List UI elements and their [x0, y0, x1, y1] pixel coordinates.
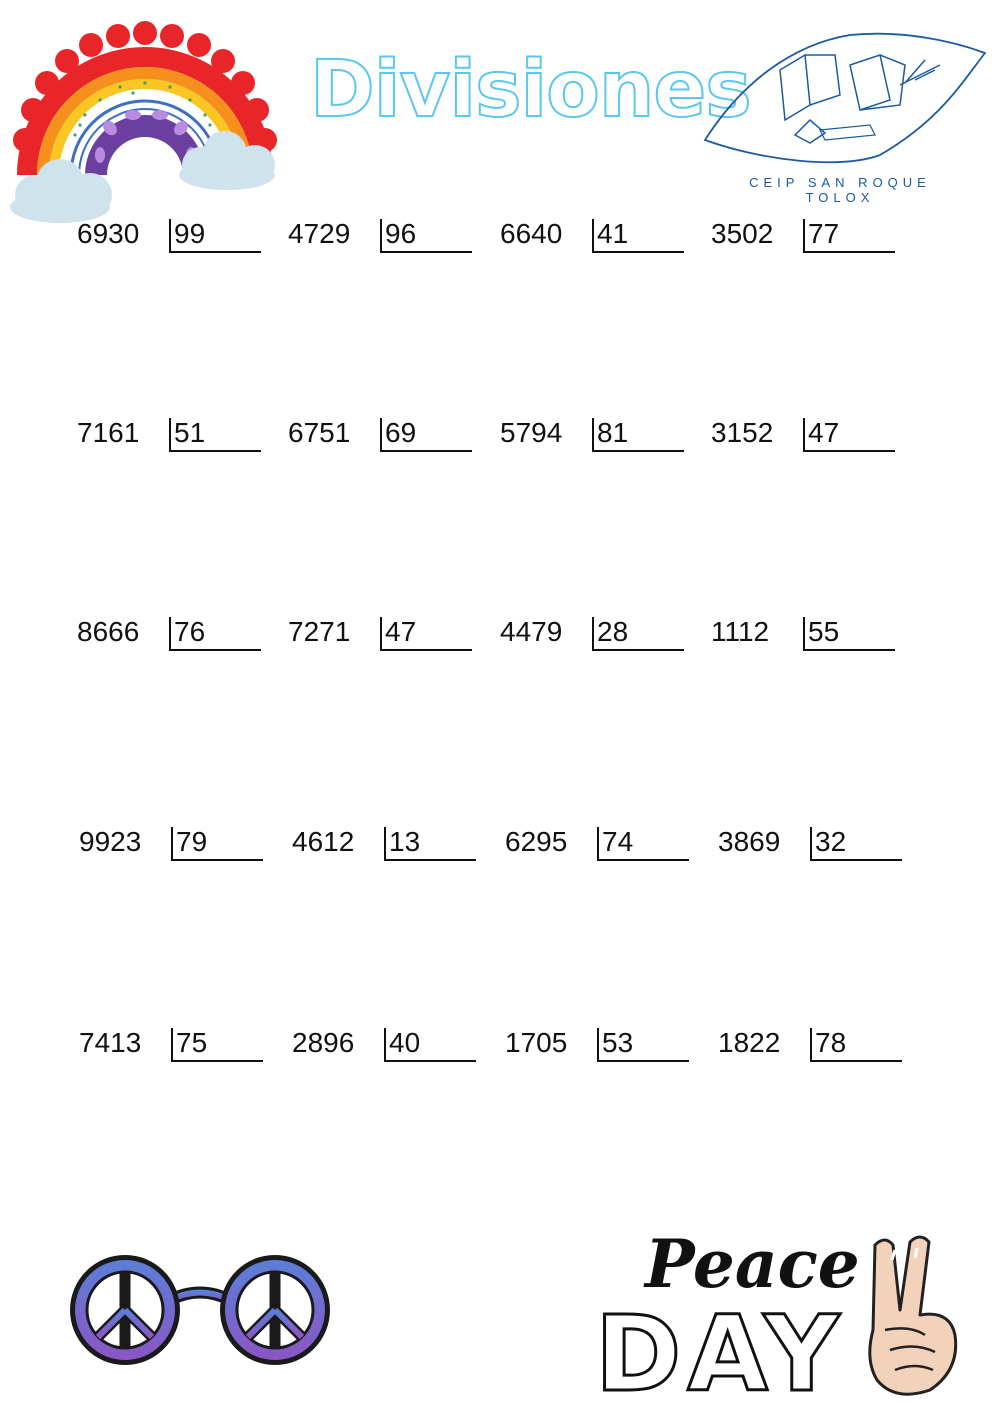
division-problem: [77, 217, 267, 251]
division-problem: [711, 416, 901, 450]
division-problem: [718, 1026, 908, 1060]
division-problem: [79, 825, 269, 859]
divisor: 81: [597, 417, 629, 448]
peace-hand-icon: [855, 1230, 965, 1405]
divisor: 74: [602, 826, 634, 857]
dividend: 1705: [505, 1027, 568, 1058]
dividend: 6930: [77, 218, 140, 249]
divisor-bracket[interactable]: [380, 418, 472, 452]
dividend: 6751: [288, 417, 351, 448]
division-problem: [77, 615, 267, 649]
divisor-bracket[interactable]: [171, 827, 263, 861]
divisor-bracket[interactable]: [597, 827, 689, 861]
divisor-bracket[interactable]: [169, 219, 261, 253]
divisor-bracket[interactable]: [592, 617, 684, 651]
divisor: 76: [174, 616, 206, 647]
divisor: 69: [385, 417, 417, 448]
divisor-bracket[interactable]: [380, 617, 472, 651]
divisor: 79: [176, 826, 208, 857]
divisor-bracket[interactable]: [597, 1028, 689, 1062]
page-title: Divisiones: [310, 45, 751, 135]
divisor-bracket[interactable]: [384, 827, 476, 861]
logo-town-name: TOLOX: [805, 190, 875, 205]
divisor: 13: [389, 826, 421, 857]
divisor: 53: [602, 1027, 634, 1058]
dividend: 4612: [292, 826, 355, 857]
dividend: 7161: [77, 417, 140, 448]
peace-glasses-icon: [60, 1250, 340, 1375]
division-problem: [711, 217, 901, 251]
school-book-logo: [700, 25, 990, 175]
dividend: 6295: [505, 826, 568, 857]
division-problem: [292, 825, 482, 859]
dividend: 7271: [288, 616, 351, 647]
divisor-bracket[interactable]: [169, 617, 261, 651]
dividend: 2896: [292, 1027, 355, 1058]
division-problem: [711, 615, 901, 649]
logo-school-name: CEIP SAN ROQUE: [749, 175, 931, 190]
division-problem: [500, 217, 690, 251]
dividend: 3152: [711, 417, 774, 448]
dividend: 3869: [718, 826, 781, 857]
dividend: 1112: [711, 616, 770, 647]
divisor-bracket[interactable]: [380, 219, 472, 253]
dividend: 9923: [79, 826, 142, 857]
divisor: 41: [597, 218, 629, 249]
peace-word: Peace: [645, 1225, 860, 1303]
divisor: 77: [808, 218, 840, 249]
divisor-bracket[interactable]: [592, 219, 684, 253]
division-problem: [718, 825, 908, 859]
dividend: 8666: [77, 616, 140, 647]
school-logo: [700, 25, 990, 215]
division-problem: [79, 1026, 269, 1060]
dividend: 6640: [500, 218, 563, 249]
dividend: 1822: [718, 1027, 781, 1058]
divisor: 75: [176, 1027, 208, 1058]
dividend: 5794: [500, 417, 563, 448]
division-problem: [500, 615, 690, 649]
divisor-bracket[interactable]: [810, 827, 902, 861]
divisor: 78: [815, 1027, 847, 1058]
divisor: 40: [389, 1027, 421, 1058]
divisor: 51: [174, 417, 206, 448]
divisor-bracket[interactable]: [803, 219, 895, 253]
division-problem: [505, 1026, 695, 1060]
divisor-bracket[interactable]: [803, 418, 895, 452]
division-problem: [288, 416, 478, 450]
divisor-bracket[interactable]: [384, 1028, 476, 1062]
divisor: 55: [808, 616, 840, 647]
division-problem: [505, 825, 695, 859]
dividend: 4479: [500, 616, 563, 647]
divisor: 99: [174, 218, 206, 249]
divisor-bracket[interactable]: [810, 1028, 902, 1062]
division-problem: [288, 217, 478, 251]
division-problem: [77, 416, 267, 450]
divisor: 28: [597, 616, 629, 647]
rainbow-icon: [5, 15, 290, 235]
divisor: 96: [385, 218, 417, 249]
divisor-bracket[interactable]: [803, 617, 895, 651]
division-problem: [500, 416, 690, 450]
peace-day-sticker: [590, 1225, 980, 1415]
divisor-bracket[interactable]: [171, 1028, 263, 1062]
day-word: DAY: [595, 1293, 846, 1415]
dividend: 3502: [711, 218, 774, 249]
divisor: 47: [808, 417, 840, 448]
division-problem: [292, 1026, 482, 1060]
division-problem: [288, 615, 478, 649]
divisor-bracket[interactable]: [169, 418, 261, 452]
dividend: 7413: [79, 1027, 142, 1058]
divisor: 47: [385, 616, 417, 647]
divisor-bracket[interactable]: [592, 418, 684, 452]
divisor: 32: [815, 826, 847, 857]
dividend: 4729: [288, 218, 351, 249]
